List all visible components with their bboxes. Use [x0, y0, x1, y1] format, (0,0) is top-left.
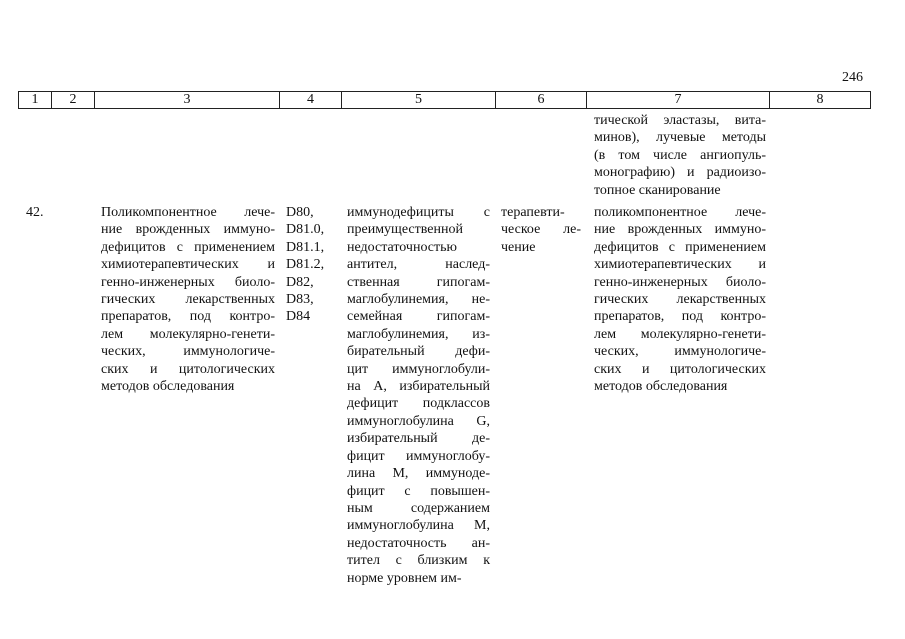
text-line: цит иммуноглобули- [347, 361, 490, 377]
text-line: фицит иммуноглобу- [347, 448, 490, 464]
text-line: препаратов, под контро- [101, 309, 275, 325]
text-line: монографию) и радиоизо- [594, 165, 766, 181]
text-line: дефицитов с применением [101, 239, 275, 255]
text-line: ние врожденных иммуно- [101, 222, 275, 238]
text-line: избирательный де- [347, 431, 490, 447]
text-line: химиотерапевтических и [594, 257, 766, 273]
text-line: D84 [286, 309, 311, 325]
table-header-row [18, 91, 871, 109]
text-line: дефицитов с применением [594, 239, 766, 255]
header-col-7: 7 [587, 92, 770, 108]
text-line: D81.1, [286, 239, 325, 255]
text-line: иммуноглобулина G, [347, 413, 490, 429]
text-line: ние врожденных иммуно- [594, 222, 766, 238]
page-number: 246 [842, 70, 863, 85]
text-line: ских и цитологических [101, 361, 275, 377]
text-line: иммуноглобулина M, [347, 518, 490, 534]
text-line: ческих, иммунологиче- [594, 344, 766, 360]
row-col4-icd-codes [286, 204, 336, 326]
text-line: гических лекарственных [101, 292, 275, 308]
text-line: минов), лучевые методы [594, 130, 766, 146]
text-line: фицит с повышен- [347, 483, 490, 499]
text-line: антител, наслед- [347, 257, 490, 273]
text-line: недостаточность ан- [347, 535, 490, 551]
text-line: лем молекулярно-генети- [594, 326, 766, 342]
row-col5-diagnosis [347, 204, 490, 587]
text-line: недостаточностью [347, 239, 457, 255]
text-line: лина M, иммуноде- [347, 466, 490, 482]
header-col-4: 4 [280, 92, 342, 108]
text-line: дефицит подклассов [347, 396, 490, 412]
header-col-5: 5 [342, 92, 496, 108]
text-line: гических лекарственных [594, 292, 766, 308]
text-line: иммунодефициты с [347, 205, 490, 220]
text-line: бирательный дефи- [347, 344, 490, 360]
text-line: преимущественной [347, 222, 463, 238]
text-line: тической эластазы, вита- [594, 113, 766, 128]
text-line: тител с близким к [347, 553, 490, 569]
text-line: ских и цитологических [594, 361, 766, 377]
text-line: на A, избирательный [347, 379, 490, 395]
row-col7-method-description [594, 204, 766, 395]
text-line: методов обследования [594, 379, 728, 395]
text-line: лем молекулярно-генети- [101, 326, 275, 342]
text-line: ственная гипогам- [347, 274, 490, 290]
text-line: норме уровнем им- [347, 570, 462, 586]
text-line: Поликомпонентное лече- [101, 205, 275, 220]
text-line: D82, [286, 274, 314, 290]
text-line: поликомпонентное лече- [594, 205, 766, 220]
text-line: маглобулинемия, не- [347, 292, 490, 308]
text-line: генно-инженерных биоло- [101, 274, 275, 290]
text-line: D81.2, [286, 257, 325, 273]
text-line: семейная гипогам- [347, 309, 490, 325]
header-col-8: 8 [816, 92, 824, 107]
header-col-2: 2 [52, 92, 95, 108]
text-line: топное сканирование [594, 182, 721, 198]
header-col-1: 1 [19, 92, 52, 108]
text-line: ным содержанием [347, 500, 490, 516]
text-line: генно-инженерных биоло- [594, 274, 766, 290]
header-col-3: 3 [95, 92, 280, 108]
text-line: терапевти- [501, 205, 565, 220]
text-line: химиотерапевтических и [101, 257, 275, 273]
header-col-6: 6 [496, 92, 587, 108]
row-col6-treatment-type [501, 204, 581, 256]
row-number: 42. [26, 205, 44, 220]
text-line: методов обследования [101, 379, 235, 395]
text-line: маглобулинемия, из- [347, 326, 490, 342]
text-line: ческое ле- [501, 222, 581, 238]
row-col3-method-name [101, 204, 275, 395]
text-line: ческих, иммунологиче- [101, 344, 275, 360]
text-line: (в том числе ангиопуль- [594, 147, 766, 163]
text-line: D81.0, [286, 222, 325, 238]
text-line: D83, [286, 292, 314, 308]
text-line: D80, [286, 205, 314, 220]
continuation-col7-text [594, 112, 766, 199]
text-line: чение [501, 239, 536, 255]
text-line: препаратов, под контро- [594, 309, 766, 325]
